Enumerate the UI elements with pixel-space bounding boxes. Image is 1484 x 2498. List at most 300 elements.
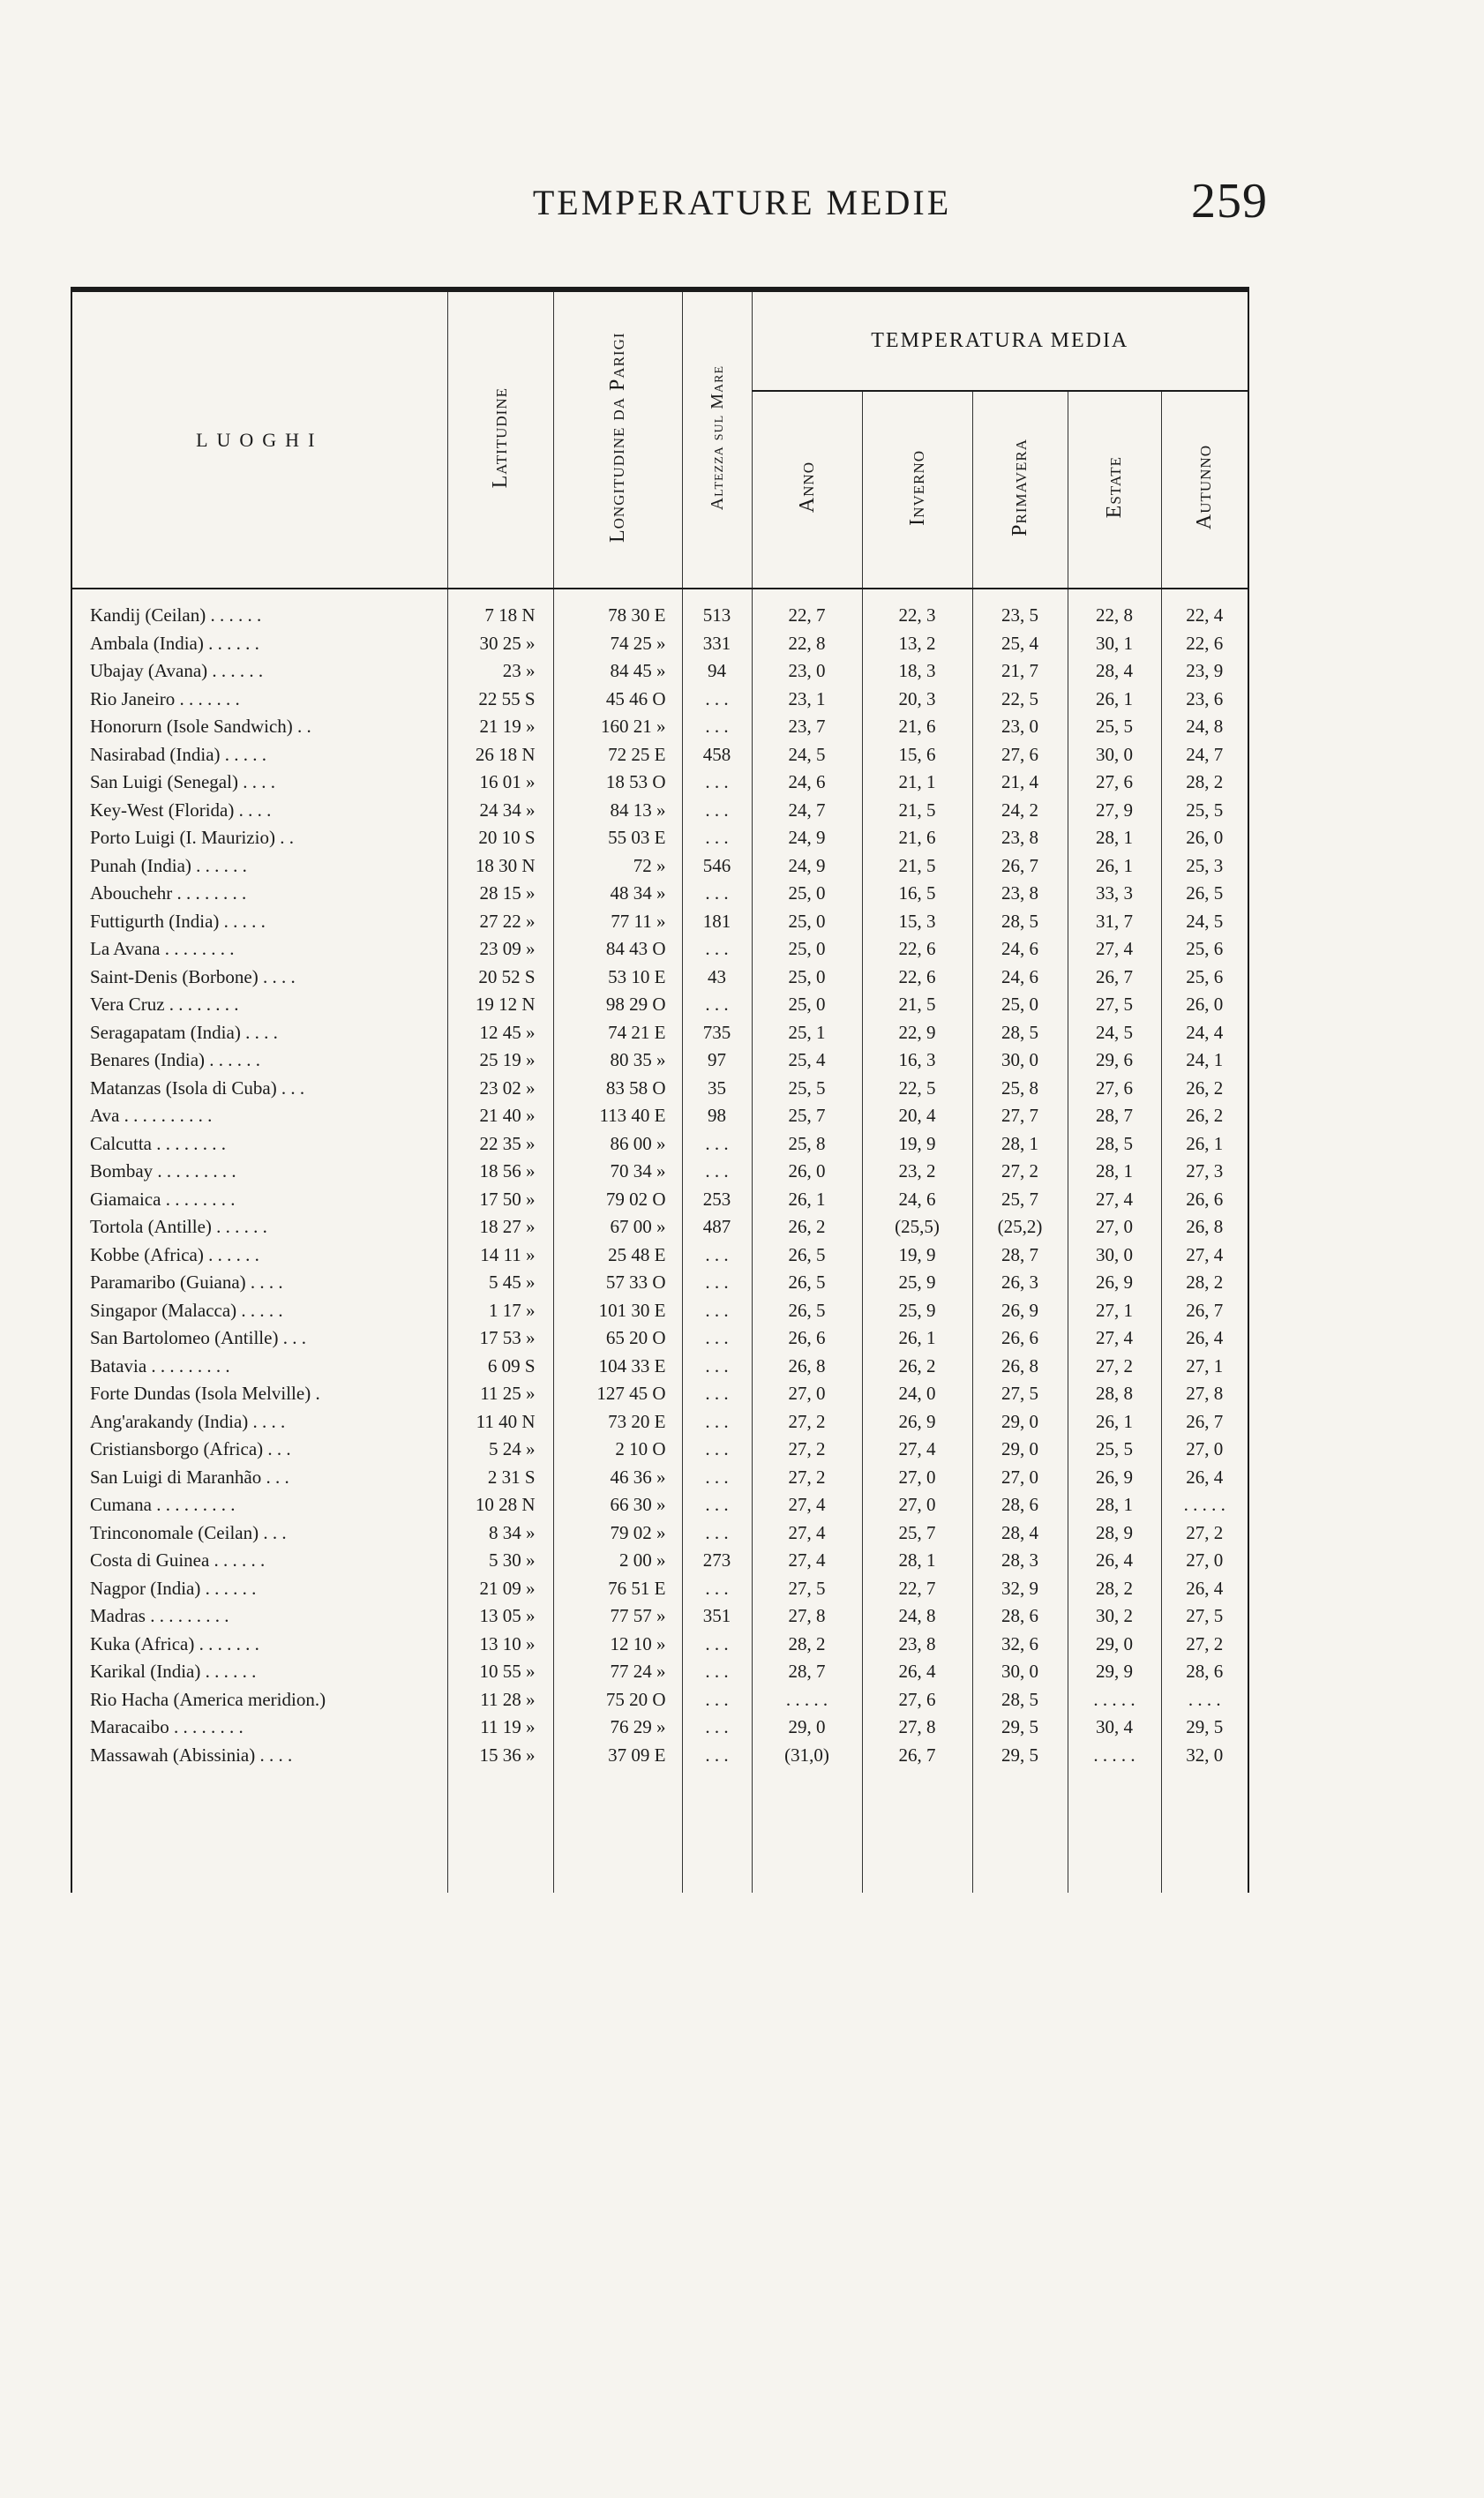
place-name-cell: Cumana . . . . . . . . . [72, 1491, 447, 1519]
place-name-cell: Nagpor (India) . . . . . . [72, 1575, 447, 1603]
temp-autunno-cell: . . . . . [1183, 1494, 1225, 1515]
table-tail-spacer [72, 1769, 1248, 1893]
temp-primavera-cell: 21, 4 [972, 769, 1068, 797]
latitude-cell: 24 34 » [447, 797, 553, 825]
temp-inverno-cell: 19, 9 [862, 1130, 972, 1159]
longitude-cell: 79 02 » [553, 1519, 682, 1548]
temp-autunno-cell: 25, 6 [1186, 938, 1224, 959]
longitude-cell: 2 10 O [553, 1436, 682, 1464]
latitude-cell: 22 55 S [447, 686, 553, 714]
temp-autunno-cell: 26, 8 [1186, 1216, 1224, 1237]
temp-estate-cell: 28, 4 [1068, 657, 1161, 686]
latitude-cell: 8 34 » [447, 1519, 553, 1548]
temp-primavera-cell: 25, 8 [972, 1075, 1068, 1103]
temp-autunno-cell: 23, 9 [1186, 660, 1224, 681]
latitude-cell: 23 02 » [447, 1075, 553, 1103]
table-row [72, 935, 1248, 964]
temp-estate-cell: 22, 8 [1068, 589, 1161, 630]
temp-primavera-cell: 24, 6 [972, 964, 1068, 992]
temp-autunno-cell: 25, 5 [1186, 799, 1224, 821]
latitude-cell: 13 10 » [447, 1631, 553, 1659]
altitude-cell: 351 [682, 1602, 752, 1631]
temp-inverno-cell: 22, 6 [862, 935, 972, 964]
table-row [72, 1353, 1248, 1381]
altitude-cell: . . . [682, 1631, 752, 1659]
temp-primavera-cell: 25, 4 [972, 630, 1068, 658]
temp-primavera-cell: 23, 8 [972, 824, 1068, 852]
temp-primavera-cell: 27, 0 [972, 1464, 1068, 1492]
table-body [72, 589, 1248, 1893]
longitude-cell: 2 00 » [553, 1547, 682, 1575]
temp-autunno-cell: 26, 6 [1186, 1188, 1224, 1210]
altitude-cell: . . . [682, 1742, 752, 1770]
running-title: TEMPERATURE MEDIE [532, 183, 952, 222]
temp-primavera-cell: 27, 6 [972, 741, 1068, 769]
longitude-cell: 113 40 E [553, 1102, 682, 1130]
temp-autunno-cell: . . . . [1188, 1688, 1221, 1710]
latitude-cell: 2 31 S [447, 1464, 553, 1492]
temp-estate-cell: 28, 7 [1068, 1102, 1161, 1130]
temp-anno-cell: 26, 2 [752, 1213, 862, 1241]
temp-estate-cell: 31, 7 [1068, 908, 1161, 936]
place-name-cell: Singapor (Malacca) . . . . . [72, 1297, 447, 1325]
latitude-cell: 23 » [447, 657, 553, 686]
temp-anno-cell: 28, 7 [752, 1658, 862, 1686]
temp-estate-cell: 27, 4 [1068, 1186, 1161, 1214]
place-name-cell: Batavia . . . . . . . . . [72, 1353, 447, 1381]
longitude-cell: 70 34 » [553, 1158, 682, 1186]
temp-autunno-cell: 26, 4 [1186, 1327, 1224, 1348]
latitude-cell: 19 12 N [447, 991, 553, 1019]
table-row [72, 1602, 1248, 1631]
temp-autunno-cell: 22, 4 [1186, 604, 1224, 626]
latitude-cell: 12 45 » [447, 1019, 553, 1047]
temp-estate-cell: 28, 1 [1068, 1158, 1161, 1186]
latitude-cell: 27 22 » [447, 908, 553, 936]
temp-primavera-cell: 25, 7 [972, 1186, 1068, 1214]
table-row [72, 1714, 1248, 1742]
table-row [72, 1686, 1248, 1714]
temp-inverno-cell: 27, 8 [862, 1714, 972, 1742]
page-header [0, 173, 1484, 229]
header-luoghi: LUOGHI [72, 292, 447, 589]
table-row [72, 1631, 1248, 1659]
longitude-cell: 101 30 E [553, 1297, 682, 1325]
altitude-cell: . . . [682, 935, 752, 964]
altitude-cell: . . . [682, 1297, 752, 1325]
temp-anno-cell: 25, 7 [752, 1102, 862, 1130]
temp-primavera-cell: 29, 0 [972, 1436, 1068, 1464]
temp-autunno-cell: 27, 2 [1186, 1521, 1224, 1543]
temp-anno-cell: 26, 5 [752, 1269, 862, 1297]
latitude-cell: 5 45 » [447, 1269, 553, 1297]
spacer-cell [1068, 1769, 1161, 1893]
place-name-cell: San Bartolomeo (Antille) . . . [72, 1324, 447, 1353]
temp-inverno-cell: 24, 8 [862, 1602, 972, 1631]
longitude-cell: 80 35 » [553, 1046, 682, 1075]
temp-anno-cell: 25, 0 [752, 908, 862, 936]
temp-estate-cell: 27, 2 [1068, 1353, 1161, 1381]
temp-anno-cell: . . . . . [752, 1686, 862, 1714]
altitude-cell: 513 [682, 589, 752, 630]
temp-estate-cell: 28, 1 [1068, 1491, 1161, 1519]
latitude-cell: 11 28 » [447, 1686, 553, 1714]
temp-anno-cell: 25, 8 [752, 1130, 862, 1159]
temp-estate-cell: 29, 0 [1068, 1631, 1161, 1659]
temp-inverno-cell: 22, 3 [862, 589, 972, 630]
altitude-cell: 487 [682, 1213, 752, 1241]
place-name-cell: La Avana . . . . . . . . [72, 935, 447, 964]
longitude-cell: 79 02 O [553, 1186, 682, 1214]
temp-inverno-cell: 26, 1 [862, 1324, 972, 1353]
altitude-cell: 546 [682, 852, 752, 881]
temp-inverno-cell: 26, 7 [862, 1742, 972, 1770]
temp-primavera-cell: 32, 9 [972, 1575, 1068, 1603]
longitude-cell: 66 30 » [553, 1491, 682, 1519]
temp-estate-cell: . . . . . [1068, 1742, 1161, 1770]
temp-anno-cell: 23, 1 [752, 686, 862, 714]
longitude-cell: 74 25 » [553, 630, 682, 658]
spacer-cell [1161, 1769, 1248, 1893]
temp-anno-cell: 26, 8 [752, 1353, 862, 1381]
temp-estate-cell: 30, 4 [1068, 1714, 1161, 1742]
altitude-cell: . . . [682, 713, 752, 741]
latitude-cell: 18 30 N [447, 852, 553, 881]
place-name-cell: Benares (India) . . . . . . [72, 1046, 447, 1075]
longitude-cell: 77 57 » [553, 1602, 682, 1631]
temp-inverno-cell: 22, 5 [862, 1075, 972, 1103]
temp-autunno-cell: 26, 7 [1186, 1299, 1224, 1321]
longitude-cell: 55 03 E [553, 824, 682, 852]
longitude-cell: 67 00 » [553, 1213, 682, 1241]
temp-estate-cell: 30, 0 [1068, 741, 1161, 769]
temp-inverno-cell: 24, 0 [862, 1380, 972, 1408]
temp-anno-cell: 26, 6 [752, 1324, 862, 1353]
spacer-cell [553, 1769, 682, 1893]
place-name-cell: Giamaica . . . . . . . . [72, 1186, 447, 1214]
temp-inverno-cell: 26, 4 [862, 1658, 972, 1686]
latitude-cell: 20 52 S [447, 964, 553, 992]
temp-inverno-cell: 28, 1 [862, 1547, 972, 1575]
temp-autunno-cell: 26, 0 [1186, 994, 1224, 1015]
longitude-cell: 73 20 E [553, 1408, 682, 1437]
longitude-cell: 77 24 » [553, 1658, 682, 1686]
table-row [72, 630, 1248, 658]
temp-anno-cell: 22, 8 [752, 630, 862, 658]
temp-primavera-cell: 23, 5 [972, 589, 1068, 630]
altitude-cell: . . . [682, 824, 752, 852]
table-row [72, 1519, 1248, 1548]
latitude-cell: 6 09 S [447, 1353, 553, 1381]
place-name-cell: Kobbe (Africa) . . . . . . [72, 1241, 447, 1270]
longitude-cell: 76 51 E [553, 1575, 682, 1603]
longitude-cell: 12 10 » [553, 1631, 682, 1659]
latitude-cell: 16 01 » [447, 769, 553, 797]
header-estate: Estate [1068, 391, 1161, 589]
latitude-cell: 15 36 » [447, 1742, 553, 1770]
place-name-cell: Rio Hacha (America meridion.) [72, 1686, 447, 1714]
table-row [72, 880, 1248, 908]
altitude-cell: 735 [682, 1019, 752, 1047]
place-name-cell: Massawah (Abissinia) . . . . [72, 1742, 447, 1770]
temp-inverno-cell: 24, 6 [862, 1186, 972, 1214]
place-name-cell: Kuka (Africa) . . . . . . . [72, 1631, 447, 1659]
temp-inverno-cell: 25, 9 [862, 1269, 972, 1297]
spacer-cell [682, 1769, 752, 1893]
temp-autunno-cell: 26, 5 [1186, 882, 1224, 904]
temp-autunno-cell: 29, 5 [1186, 1716, 1224, 1737]
temp-autunno-cell: 28, 6 [1186, 1661, 1224, 1682]
place-name-cell: Maracaibo . . . . . . . . [72, 1714, 447, 1742]
latitude-cell: 26 18 N [447, 741, 553, 769]
latitude-cell: 13 05 » [447, 1602, 553, 1631]
temp-primavera-cell: 32, 6 [972, 1631, 1068, 1659]
latitude-cell: 18 27 » [447, 1213, 553, 1241]
place-name-cell: Calcutta . . . . . . . . [72, 1130, 447, 1159]
temp-inverno-cell: 19, 9 [862, 1241, 972, 1270]
header-latitudine: Latitudine [447, 292, 553, 589]
altitude-cell: . . . [682, 1464, 752, 1492]
altitude-cell: . . . [682, 1353, 752, 1381]
temp-autunno-cell: 28, 2 [1186, 1272, 1224, 1293]
longitude-cell: 45 46 O [553, 686, 682, 714]
table-row [72, 589, 1248, 630]
temp-anno-cell: 24, 9 [752, 852, 862, 881]
altitude-cell: . . . [682, 1575, 752, 1603]
temp-primavera-cell: 29, 5 [972, 1742, 1068, 1770]
temp-inverno-cell: 22, 9 [862, 1019, 972, 1047]
latitude-cell: 21 19 » [447, 713, 553, 741]
temp-estate-cell: 33, 3 [1068, 880, 1161, 908]
place-name-cell: Ubajay (Avana) . . . . . . [72, 657, 447, 686]
temp-primavera-cell: 27, 7 [972, 1102, 1068, 1130]
temp-inverno-cell: 23, 8 [862, 1631, 972, 1659]
temp-estate-cell: 28, 9 [1068, 1519, 1161, 1548]
latitude-cell: 21 40 » [447, 1102, 553, 1130]
longitude-cell: 84 45 » [553, 657, 682, 686]
altitude-cell: 98 [682, 1102, 752, 1130]
temp-autunno-cell: 26, 7 [1186, 1410, 1224, 1432]
temp-estate-cell: 27, 6 [1068, 769, 1161, 797]
temp-anno-cell: 25, 5 [752, 1075, 862, 1103]
place-name-cell: Rio Janeiro . . . . . . . [72, 686, 447, 714]
latitude-cell: 11 40 N [447, 1408, 553, 1437]
longitude-cell: 78 30 E [553, 589, 682, 630]
altitude-cell: 458 [682, 741, 752, 769]
altitude-cell: . . . [682, 1158, 752, 1186]
longitude-cell: 77 11 » [553, 908, 682, 936]
latitude-cell: 14 11 » [447, 1241, 553, 1270]
temp-inverno-cell: 27, 6 [862, 1686, 972, 1714]
place-name-cell: Abouchehr . . . . . . . . [72, 880, 447, 908]
temp-autunno-cell: 26, 4 [1186, 1577, 1224, 1599]
temp-autunno-cell: 26, 4 [1186, 1466, 1224, 1488]
place-name-cell: Ava . . . . . . . . . . [72, 1102, 447, 1130]
table-row [72, 657, 1248, 686]
latitude-cell: 28 15 » [447, 880, 553, 908]
temp-autunno-cell: 25, 6 [1186, 965, 1224, 987]
altitude-cell: . . . [682, 991, 752, 1019]
temp-inverno-cell: 21, 6 [862, 713, 972, 741]
temp-primavera-cell: 22, 5 [972, 686, 1068, 714]
table-row [72, 1158, 1248, 1186]
temp-anno-cell: 27, 5 [752, 1575, 862, 1603]
place-name-cell: Madras . . . . . . . . . [72, 1602, 447, 1631]
table-row [72, 1380, 1248, 1408]
temp-estate-cell: 28, 2 [1068, 1575, 1161, 1603]
temp-estate-cell: 26, 7 [1068, 964, 1161, 992]
temp-anno-cell: 28, 2 [752, 1631, 862, 1659]
latitude-cell: 17 53 » [447, 1324, 553, 1353]
temp-estate-cell: 30, 0 [1068, 1241, 1161, 1270]
place-name-cell: Porto Luigi (I. Maurizio) . . [72, 824, 447, 852]
place-name-cell: Tortola (Antille) . . . . . . [72, 1213, 447, 1241]
table-row [72, 741, 1248, 769]
place-name-cell: Karikal (India) . . . . . . [72, 1658, 447, 1686]
temp-inverno-cell: 21, 6 [862, 824, 972, 852]
temp-primavera-cell: 26, 7 [972, 852, 1068, 881]
spacer-cell [972, 1769, 1068, 1893]
altitude-cell: . . . [682, 1324, 752, 1353]
temp-estate-cell: 26, 4 [1068, 1547, 1161, 1575]
temp-estate-cell: 26, 9 [1068, 1269, 1161, 1297]
table-row [72, 1213, 1248, 1241]
altitude-cell: . . . [682, 1408, 752, 1437]
table-row [72, 991, 1248, 1019]
temp-primavera-cell: 26, 6 [972, 1324, 1068, 1353]
table-row [72, 1075, 1248, 1103]
temp-primavera-cell: 26, 3 [972, 1269, 1068, 1297]
temp-inverno-cell: 21, 1 [862, 769, 972, 797]
temp-inverno-cell: (25,5) [862, 1213, 972, 1241]
temp-primavera-cell: 28, 3 [972, 1547, 1068, 1575]
temp-inverno-cell: 26, 2 [862, 1353, 972, 1381]
latitude-cell: 30 25 » [447, 630, 553, 658]
altitude-cell: . . . [682, 1380, 752, 1408]
temp-anno-cell: (31,0) [752, 1742, 862, 1770]
temp-autunno-cell: 27, 2 [1186, 1632, 1224, 1654]
longitude-cell: 75 20 O [553, 1686, 682, 1714]
altitude-cell: . . . [682, 1658, 752, 1686]
latitude-cell: 20 10 S [447, 824, 553, 852]
place-name-cell: Punah (India) . . . . . . [72, 852, 447, 881]
longitude-cell: 57 33 O [553, 1269, 682, 1297]
temp-autunno-cell: 27, 8 [1186, 1383, 1224, 1404]
header-longitudine: Longitudine da Parigi [553, 292, 682, 589]
temp-estate-cell: 28, 1 [1068, 824, 1161, 852]
table-row [72, 1547, 1248, 1575]
temp-autunno-cell: 27, 0 [1186, 1549, 1224, 1571]
altitude-cell: 43 [682, 964, 752, 992]
place-name-cell: Seragapatam (India) . . . . [72, 1019, 447, 1047]
temp-estate-cell: 25, 5 [1068, 1436, 1161, 1464]
longitude-cell: 104 33 E [553, 1353, 682, 1381]
temp-autunno-cell: 24, 7 [1186, 743, 1224, 765]
temp-inverno-cell: 21, 5 [862, 797, 972, 825]
place-name-cell: San Luigi (Senegal) . . . . [72, 769, 447, 797]
temp-inverno-cell: 21, 5 [862, 991, 972, 1019]
temp-anno-cell: 24, 6 [752, 769, 862, 797]
latitude-cell: 1 17 » [447, 1297, 553, 1325]
temp-anno-cell: 23, 7 [752, 713, 862, 741]
temp-inverno-cell: 16, 5 [862, 880, 972, 908]
altitude-cell: 35 [682, 1075, 752, 1103]
place-name-cell: Ang'arakandy (India) . . . . [72, 1408, 447, 1437]
temp-primavera-cell: 28, 4 [972, 1519, 1068, 1548]
altitude-cell: . . . [682, 769, 752, 797]
temp-estate-cell: 26, 1 [1068, 852, 1161, 881]
page-number: 259 [1191, 174, 1268, 229]
temp-anno-cell: 27, 4 [752, 1547, 862, 1575]
table-row [72, 797, 1248, 825]
place-name-cell: San Luigi di Maranhão . . . [72, 1464, 447, 1492]
table-row [72, 1297, 1248, 1325]
table-row [72, 1324, 1248, 1353]
temp-estate-cell: 29, 9 [1068, 1658, 1161, 1686]
table-row [72, 1436, 1248, 1464]
temp-autunno-cell: 24, 5 [1186, 910, 1224, 932]
temp-primavera-cell: 25, 0 [972, 991, 1068, 1019]
temp-inverno-cell: 27, 0 [862, 1491, 972, 1519]
temp-autunno-cell: 25, 3 [1186, 854, 1224, 876]
longitude-cell: 65 20 O [553, 1324, 682, 1353]
temp-estate-cell: 27, 4 [1068, 935, 1161, 964]
altitude-cell: 181 [682, 908, 752, 936]
latitude-cell: 21 09 » [447, 1575, 553, 1603]
temp-estate-cell: 27, 0 [1068, 1213, 1161, 1241]
temp-autunno-cell: 26, 2 [1186, 1076, 1224, 1099]
longitude-cell: 98 29 O [553, 991, 682, 1019]
temp-inverno-cell: 22, 7 [862, 1575, 972, 1603]
temp-autunno-cell: 27, 5 [1186, 1605, 1224, 1626]
longitude-cell: 127 45 O [553, 1380, 682, 1408]
table-row [72, 1186, 1248, 1214]
latitude-cell: 11 25 » [447, 1380, 553, 1408]
temp-estate-cell: 27, 6 [1068, 1075, 1161, 1103]
temp-inverno-cell: 22, 6 [862, 964, 972, 992]
altitude-cell: . . . [682, 797, 752, 825]
header-inverno: Inverno [862, 391, 972, 589]
altitude-cell: . . . [682, 1519, 752, 1548]
table-row [72, 964, 1248, 992]
temp-estate-cell: 27, 4 [1068, 1324, 1161, 1353]
temp-primavera-cell: 30, 0 [972, 1046, 1068, 1075]
place-name-cell: Forte Dundas (Isola Melville) . [72, 1380, 447, 1408]
altitude-cell: . . . [682, 1436, 752, 1464]
temp-primavera-cell: 27, 2 [972, 1158, 1068, 1186]
place-name-cell: Cristiansborgo (Africa) . . . [72, 1436, 447, 1464]
latitude-cell: 7 18 N [447, 589, 553, 630]
temp-primavera-cell: 29, 0 [972, 1408, 1068, 1437]
table-row [72, 824, 1248, 852]
temp-primavera-cell: 29, 5 [972, 1714, 1068, 1742]
temp-anno-cell: 27, 2 [752, 1436, 862, 1464]
altitude-cell: . . . [682, 1269, 752, 1297]
latitude-cell: 5 30 » [447, 1547, 553, 1575]
longitude-cell: 84 13 » [553, 797, 682, 825]
temp-autunno-cell: 27, 3 [1186, 1160, 1224, 1181]
table-row [72, 1130, 1248, 1159]
place-name-cell: Matanzas (Isola di Cuba) . . . [72, 1075, 447, 1103]
temp-anno-cell: 23, 0 [752, 657, 862, 686]
temp-primavera-cell: 28, 5 [972, 1019, 1068, 1047]
place-name-cell: Nasirabad (India) . . . . . [72, 741, 447, 769]
latitude-cell: 5 24 » [447, 1436, 553, 1464]
temp-autunno-cell: 23, 6 [1186, 687, 1224, 709]
latitude-cell: 18 56 » [447, 1158, 553, 1186]
temp-primavera-cell: 23, 0 [972, 713, 1068, 741]
temp-autunno-cell: 26, 1 [1186, 1132, 1224, 1154]
